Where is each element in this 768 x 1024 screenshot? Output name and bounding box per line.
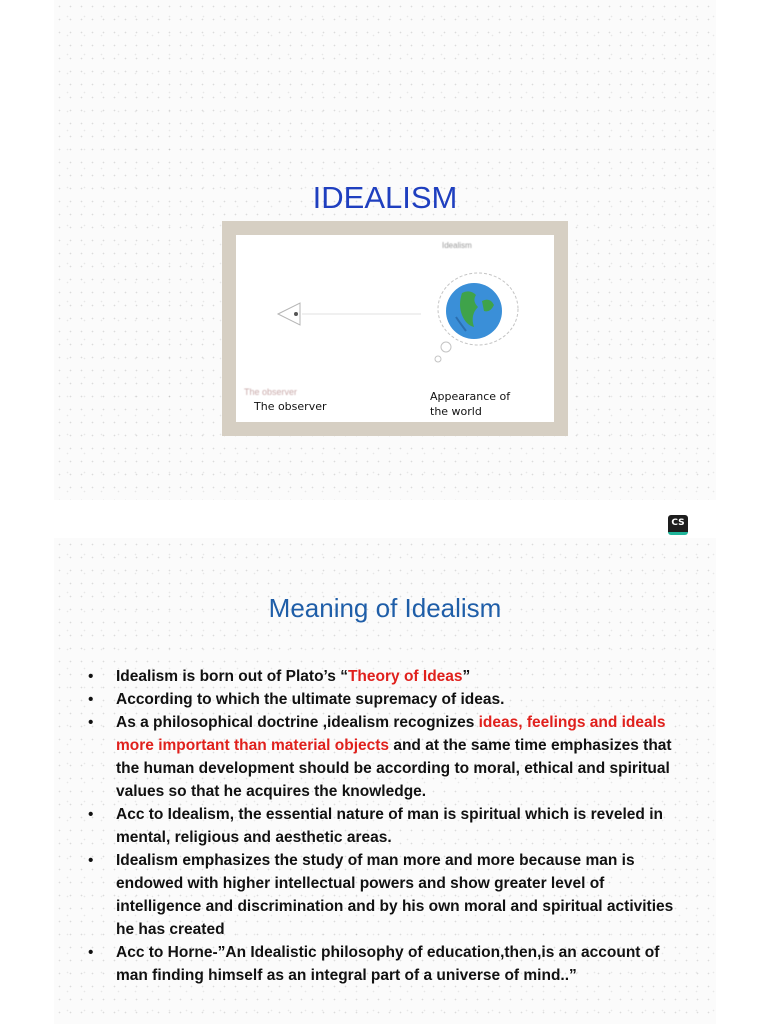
slide-meaning-of-idealism [54, 538, 716, 1024]
bullet-dot: • [88, 691, 94, 708]
bullet-dot: • [88, 668, 94, 685]
camscanner-badge-icon: CS [668, 515, 688, 535]
bullet-dot: • [88, 806, 94, 823]
bullet-text: As a philosophical doctrine ,idealism recognizes [116, 714, 479, 731]
bullet-item [88, 665, 688, 688]
bullet-item [88, 803, 688, 849]
bullet-highlight-text: ideas, feelings and ideals more important than material objects [116, 714, 666, 754]
appearance-label [430, 389, 520, 419]
bullet-item [88, 941, 688, 987]
appearance-label-line1: Appearance of [430, 390, 511, 403]
appearance-label-line2: the world [430, 405, 482, 418]
slide-title: IDEALISM [312, 180, 458, 215]
bullet-dot: • [88, 944, 94, 961]
bullet-text: and at the same time emphasizes that the human development should be according to moral, ethical and spiritual values so that he acquires the knowledge. [116, 737, 672, 800]
bullet-text: Acc to Idealism, the essential nature of man is spiritual which is reveled in mental, religious and aesthetic areas. [116, 806, 663, 846]
figure-canvas [236, 235, 554, 422]
figure-top-label: Idealism [442, 241, 472, 250]
bullet-text: Idealism emphasizes the study of man more and more because man is endowed with higher intellectual powers and show greater level of intelligence and discrimination and by his own moral and spiritual activities he has created [116, 852, 674, 938]
bullet-highlight-text: Theory of Ideas [347, 668, 463, 685]
bullet-text: Acc to Horne-”An Idealistic philosophy of education,then,is an account of man finding himself as an integral part of a universe of mind..” [116, 944, 660, 984]
bullet-item [88, 711, 688, 803]
observer-label: The observer [254, 400, 327, 413]
idealism-figure [222, 221, 568, 436]
observer-eye-icon [276, 299, 426, 329]
bullet-item [88, 688, 688, 711]
slide-title: Meaning of Idealism [268, 593, 502, 623]
observer-label-faint: The observer [244, 387, 298, 397]
slide-idealism [54, 0, 716, 500]
bullet-dot: • [88, 852, 94, 869]
bullet-dot: • [88, 714, 94, 731]
bullet-text: Idealism is born out of Plato’s “ [116, 668, 348, 685]
thought-bubble-globe-icon [432, 265, 542, 365]
bullet-item [88, 849, 688, 941]
bullet-text: According to which the ultimate supremacy of ideas. [116, 691, 505, 708]
bullet-list [88, 665, 688, 987]
bullet-text: ” [462, 668, 471, 685]
